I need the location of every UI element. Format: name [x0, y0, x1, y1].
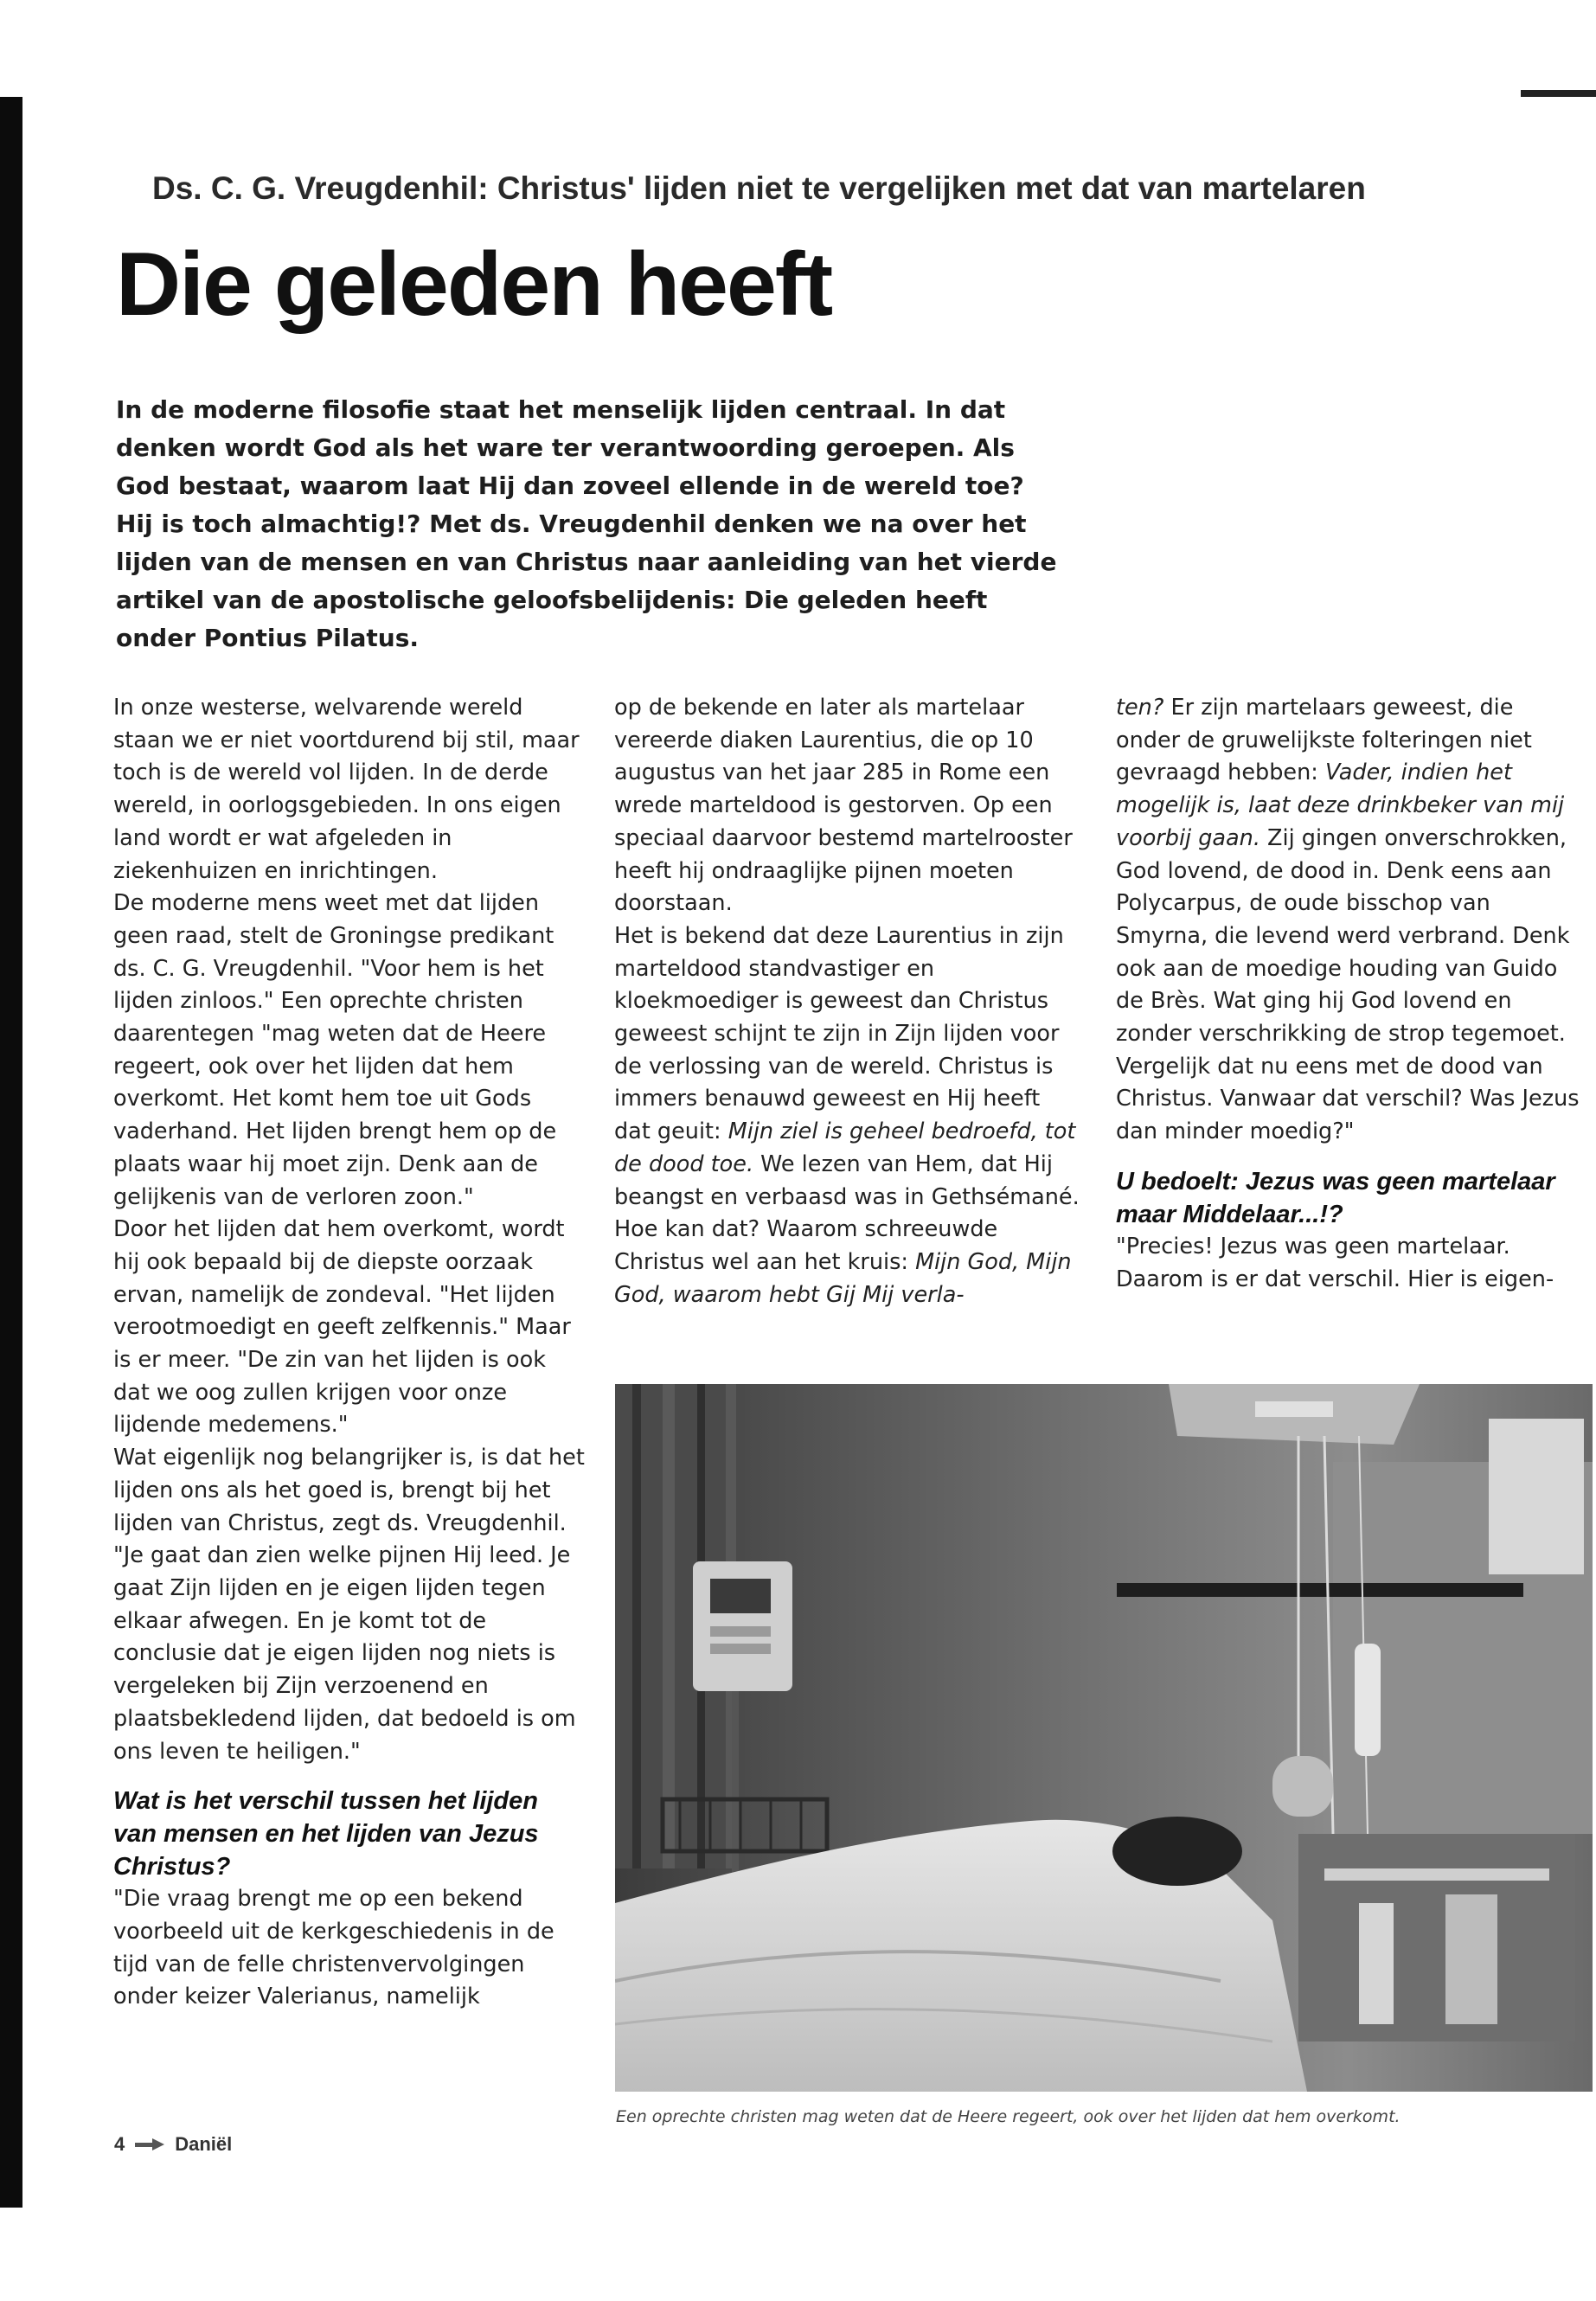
- col2-p3-text: Hoe kan dat? Waarom schreeuwde Christus wel aan het kruis:: [614, 1216, 998, 1275]
- wall-rail: [1117, 1583, 1523, 1597]
- col1-question-heading: Wat is het verschil tussen het lijden van mensen en het lijden van Jezus Christus?: [113, 1787, 539, 1881]
- patient-head: [1112, 1817, 1242, 1886]
- col2-paragraph-3: [614, 1214, 1081, 1311]
- col3-p1-text-b: Zij gingen onverschrokken, God lovend, de dood in. Denk eens aan Polycarpus, de oude bisschop van Smyrna, die levend werd verbrand. Denk ook aan de moedige houding van Guido de Brès. Wat ging hij God lovend en zonder verschrikking de strop tegemoet. Vergelijk dat nu eens met de dood van Christus. Vanwaar dat verschil? Was Jezus dan minder moedig?": [1116, 824, 1580, 1145]
- article-column-2: [614, 692, 1081, 1311]
- col3-paragraph-2: "Precies! Jezus was geen martelaar. Daarom is er dat verschil. Hier is eigen-: [1116, 1234, 1554, 1292]
- page-edge-bar: [0, 97, 22, 2208]
- col3-p1-text-a: Er zijn martelaars geweest, die onder de gruwelijkste folteringen niet gevraagd hebben:: [1116, 695, 1532, 786]
- intro-paragraph: In de moderne filosofie staat het menselijk lijden centraal. In dat denken wordt God als het ware ter verantwoording geroepen. Als God bestaat, waarom laat Hij dan zoveel ellende in de wereld toe? Hij is toch almachtig!? Met ds. Vreugdenhil denken we na over het lijden van de mensen en van Christus naar aanleiding van het vierde artikel van de apostolische geloofsbelijdenis: Die geleden heeft onder Pontius Pilatus.: [116, 395, 1057, 652]
- col1-paragraph-3: Door het lijden dat hem overkomt, wordt hij ook bepaald bij de diepste oorzaak ervan, namelijk de zondeval. "Het lijden verootmoedigt en geeft zelfkennis." Maar is er meer. "De zin van het lijden is ook dat we oog zullen krijgen voor onze lijdende medemens.": [113, 1216, 571, 1439]
- headline: Die geleden heeft: [116, 234, 832, 335]
- wall-paper-sheet: [1489, 1419, 1584, 1574]
- col2-p2-quote: Mijn ziel is geheel bedroefd, tot de dood toe.: [614, 1118, 1076, 1177]
- page-number: 4: [114, 2133, 125, 2155]
- magazine-name: Daniël: [175, 2133, 233, 2155]
- col2-paragraph-2: [614, 920, 1081, 1214]
- col3-p1-quote-a: ten?: [1116, 695, 1164, 721]
- corner-mark: [1521, 90, 1596, 97]
- col1-paragraph-1: In onze westerse, welvarende wereld staan we er niet voortdurend bij stil, maar toch is de wereld vol lijden. In de derde wereld, in oorlogsgebieden. In ons eigen land wordt er wat afgeleden in ziekenhuizen en inrichtingen.: [113, 695, 580, 884]
- hospital-bed-photo: [615, 1384, 1593, 2092]
- hospital-scene-illustration: [615, 1384, 1593, 2092]
- arrow-icon: [135, 2138, 164, 2150]
- photo-caption: Een oprechte christen mag weten dat de Heere regeert, ook over het lijden dat hem overkomt.: [616, 2107, 1401, 2126]
- col1-paragraph-2: De moderne mens weet met dat lijden geen raad, stelt de Groningse predikant ds. C. G. Vreugdenhil. "Voor hem is het lijden zinloos." Een oprechte christen daarentegen "mag weten dat de Heere regeert, ook over het lijden dat hem overkomt. Het komt hem toe uit Gods vaderhand. Het lijden brengt hem op de plaats waar hij moet zijn. Denk aan de gelijkenis van de verloren zoon.": [113, 890, 557, 1210]
- col1-paragraph-4: Wat eigenlijk nog belangrijker is, is dat het lijden ons als het goed is, brengt bij het lijden van Christus, zegt ds. Vreugdenhil. "Je gaat dan zien welke pijnen Hij leed. Je gaat Zijn lijden en je eigen lijden tegen elkaar afwegen. En je komt tot de conclusie dat je eigen lijden nog niets is vergeleken bij Zijn verzoenend en plaatsbekledend lijden, dat bedoeld is om ons leven te heiligen.": [113, 1445, 585, 1765]
- col2-paragraph-1: op de bekende en later als martelaar vereerde diaken Laurentius, die op 10 augustus van het jaar 285 in Rome een wrede marteldood is gestorven. Op een speciaal daarvoor bestemd martelrooster heeft hij ondraaglijke pijnen moeten doorstaan.: [614, 695, 1073, 917]
- col2-p3-quote: Mijn God, Mijn God, waarom hebt Gij Mij verla-: [614, 1248, 1072, 1308]
- col2-p2-text-a: Het is bekend dat deze Laurentius in zijn marteldood standvastiger en kloekmoediger is geweest dan Christus geweest schijnt te zijn in Zijn lijden voor de verlossing van de wereld. Christus is immers benauwd geweest en Hij heeft dat geuit:: [614, 922, 1064, 1145]
- col3-paragraph-1: [1116, 692, 1583, 1149]
- kicker: Ds. C. G. Vreugdenhil: Christus' lijden niet te vergelijken met dat van martelaren: [152, 170, 1366, 206]
- col3-p1-quote-b: Vader, indien het mogelijk is, laat deze drinkbeker van mij voorbij gaan.: [1116, 760, 1565, 851]
- article-column-3: [1116, 692, 1583, 1297]
- page-footer: [114, 2133, 232, 2156]
- col1-paragraph-5: "Die vraag brengt me op een bekend voorbeeld uit de kerkgeschiedenis in de tijd van de felle christenvervolgingen onder keizer Valerianus, namelijk: [113, 1886, 554, 2010]
- col3-question-heading: U bedoelt: Jezus was geen martelaar maar Middelaar...!?: [1116, 1167, 1555, 1228]
- article-column-1: [113, 692, 585, 2014]
- col2-p2-text-b: We lezen van Hem, dat Hij beangst en verbaasd was in Gethsémané.: [614, 1150, 1080, 1210]
